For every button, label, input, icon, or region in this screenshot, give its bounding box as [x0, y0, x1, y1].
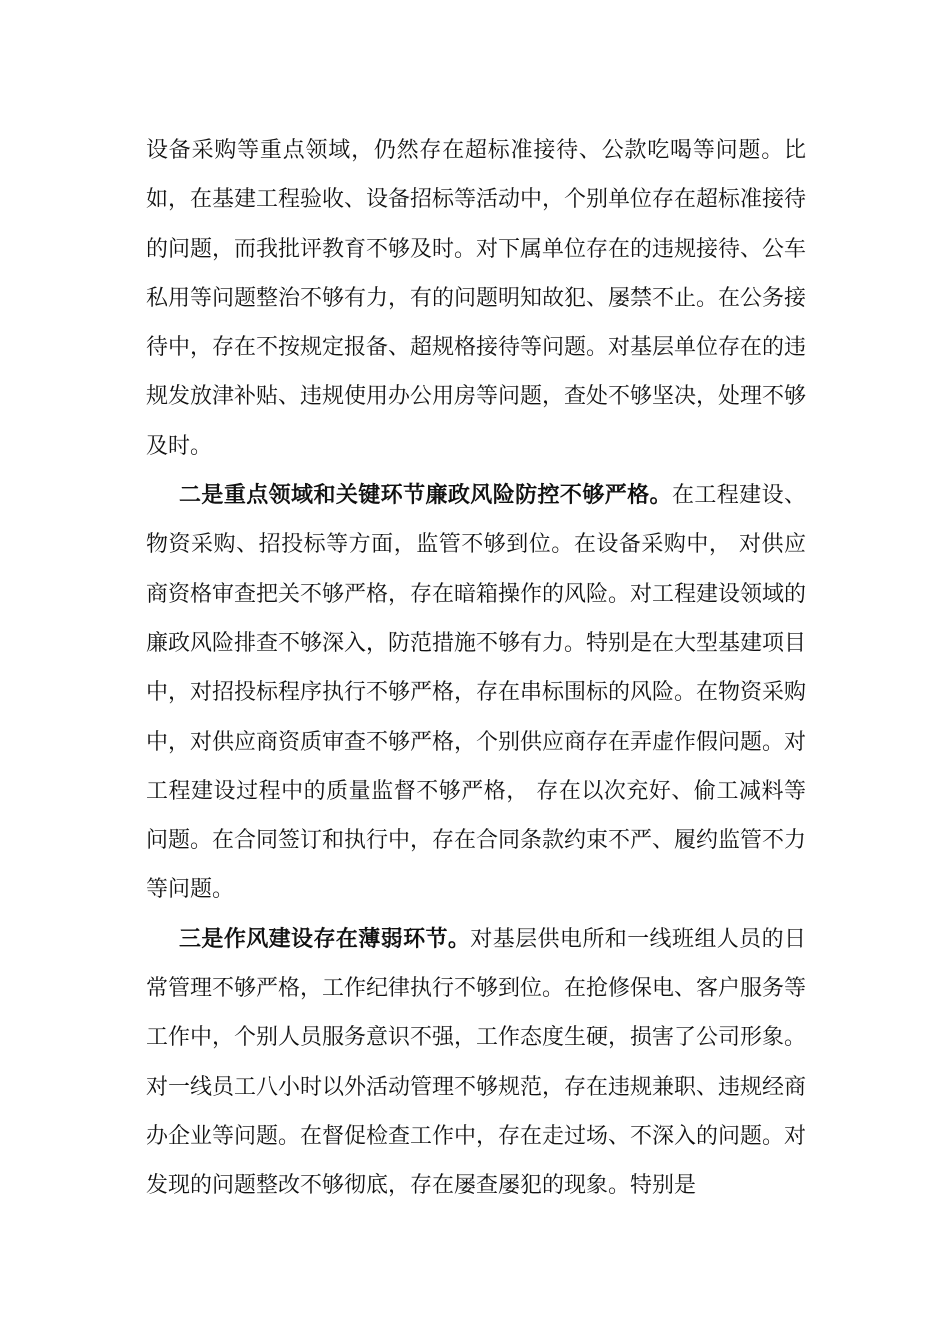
- paragraph-text: 在工程建设、物资采购、招投标等方面，监管不够到位。在设备采购中， 对供应商资格审查把关不够严格，存在暗箱操作的风险。对工程建设领域的廉政风险排查不够深入，防范措施不够有力。特别是在大型基建项目中，对招投标程序执行不够严格，存在串标围标的风险。在物资采购中，对供应商资质审查不够严格，个别供应商存在弄虚作假问题。对工程建设过程中的质量监督不够严格， 存在以次充好、偷工减料等问题。在合同签订和执行中，存在合同条款约束不严、履约监管不力等问题。: [146, 483, 807, 903]
- paragraph-text: 对基层供电所和一线班组人员的日常管理不够严格，工作纪律执行不够到位。在抢修保电、客户服务等工作中，个别人员服务意识不强，工作态度生硬，损害了公司形象。对一线员工八小时以外活动管理不够规范，存在违规兼职、违规经商办企业等问题。在督促检查工作中，存在走过场、不深入的问题。对发现的问题整改不够彻底，存在屡查屡犯的现象。特别是: [146, 926, 807, 1199]
- paragraph-heading: 二是重点领域和关键环节廉政风险防控不够严格。: [179, 482, 672, 509]
- document-body: [146, 126, 806, 1211]
- paragraph-risk-control: [146, 471, 806, 915]
- paragraph-continuation: [146, 126, 806, 471]
- paragraph-text: 设备采购等重点领域，仍然存在超标准接待、公款吃喝等问题。比如，在基建工程验收、设备招标等活动中，个别单位存在超标准接待的问题，而我批评教育不够及时。对下属单位存在的违规接待、公车私用等问题整治不够有力，有的问题明知故犯、屡禁不止。在公务接待中，存在不按规定报备、超规格接待等问题。对基层单位存在的违规发放津补贴、违规使用办公用房等问题，查处不够坚决，处理不够及时。: [146, 138, 807, 459]
- paragraph-heading: 三是作风建设存在薄弱环节。: [179, 925, 471, 952]
- paragraph-work-style: [146, 915, 806, 1211]
